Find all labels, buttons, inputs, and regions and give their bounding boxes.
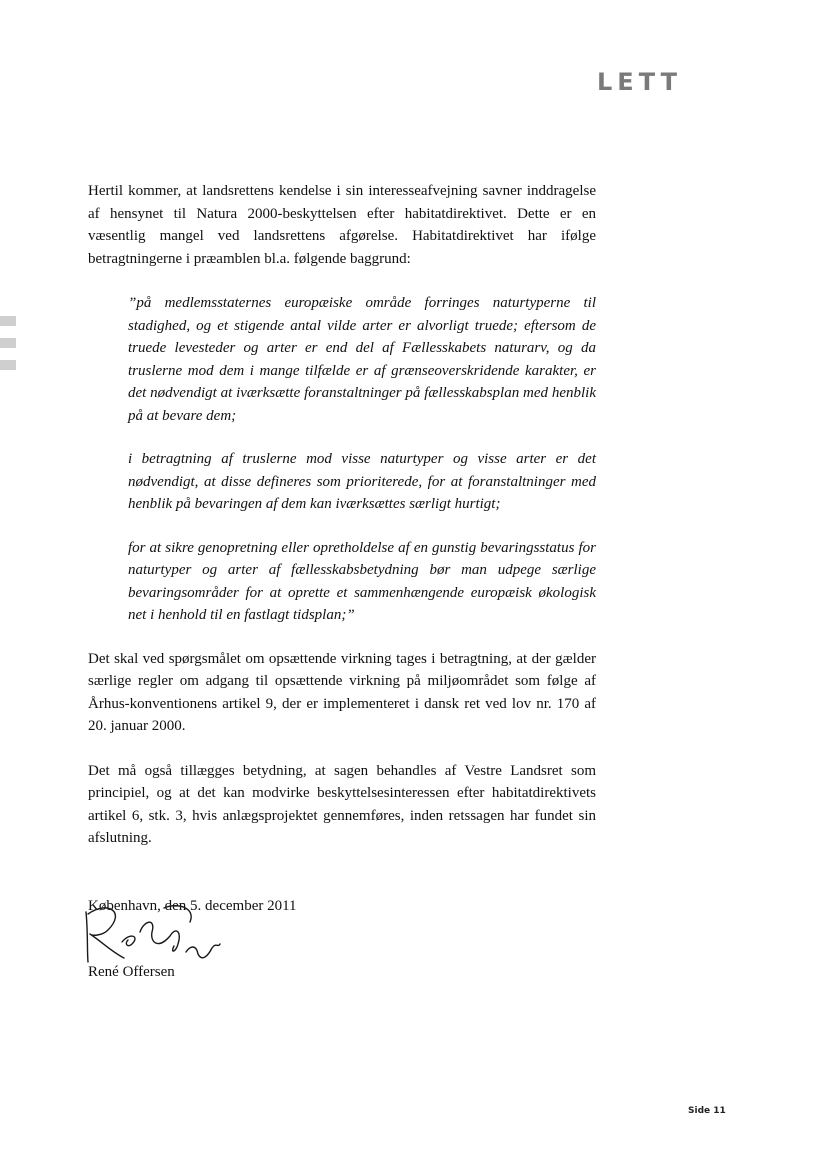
paragraph-intro: Hertil kommer, at landsrettens kendelse i sin interesseafvejning savner inddragelse af hensynet til Natura 2000-beskyttelsen efter habitatdirektivet. Dette er en væsentlig mangel ved landsrettens afgørelse. Habitatdirektivet har ifølge betragtningerne i præamblen bl.a. følgende baggrund: [88,183,596,267]
quote-paragraph-2: i betragtning af truslerne mod visse naturtyper og visse arter er det nødvendigt, at disse defineres som prioriterede, for at foranstaltninger med henblik på bevaringen af dem kan iværksættes særligt hurtigt; [128,451,596,512]
company-logo: LETT [597,68,682,96]
margin-mark [0,360,16,370]
paragraph-suspensive-effect: Det skal ved spørgsmålet om opsættende virkning tages i betragtning, at der gælder særlige regler om adgang til opsættende virkning på miljøområdet som følge af Århus-konventionens artikel 9, der er implementeret i dansk ret ved lov nr. 170 af 20. januar 2000. [88,650,596,734]
margin-marks [0,316,16,382]
margin-mark [0,316,16,326]
quote-paragraph-1: ”på medlemsstaternes europæiske område forringes naturtyperne til stadighed, og et stigende antal vilde arter er alvorligt truede; eftersom de truede levesteder og arter er end del af Fællesskabets naturarv, og da truslerne mod dem i mange tilfælde er af grænseoverskridende karakter, er det nødvendigt at iværksætte foranstaltninger på fællesskabsplan med henblik på at bevare dem; [128,295,596,424]
quote-paragraph-3: for at sikre genopretning eller opretholdelse af en gunstig bevaringsstatus for naturtyper og arter af fællesskabsbetydning bør man udpege særlige bevaringsområder for at oprette et sammenhængende europæisk økologisk net i henhold til en fastlagt tidsplan;” [128,539,596,623]
paragraph-principle: Det må også tillægges betydning, at sagen behandles af Vestre Landsret som principiel, og at det kan modvirke beskyttelsesinteressen efter habitatdirektivets artikel 6, stk. 3, hvis anlægsprojektet gennemføres, inden retssagen har fundet sin afslutning. [88,762,596,846]
letter-body [88,180,596,850]
page-number: Side 11 [688,1106,726,1116]
signer-name: René Offersen [88,964,175,980]
margin-mark [0,338,16,348]
place-date: København, den 5. december 2011 [88,898,297,914]
